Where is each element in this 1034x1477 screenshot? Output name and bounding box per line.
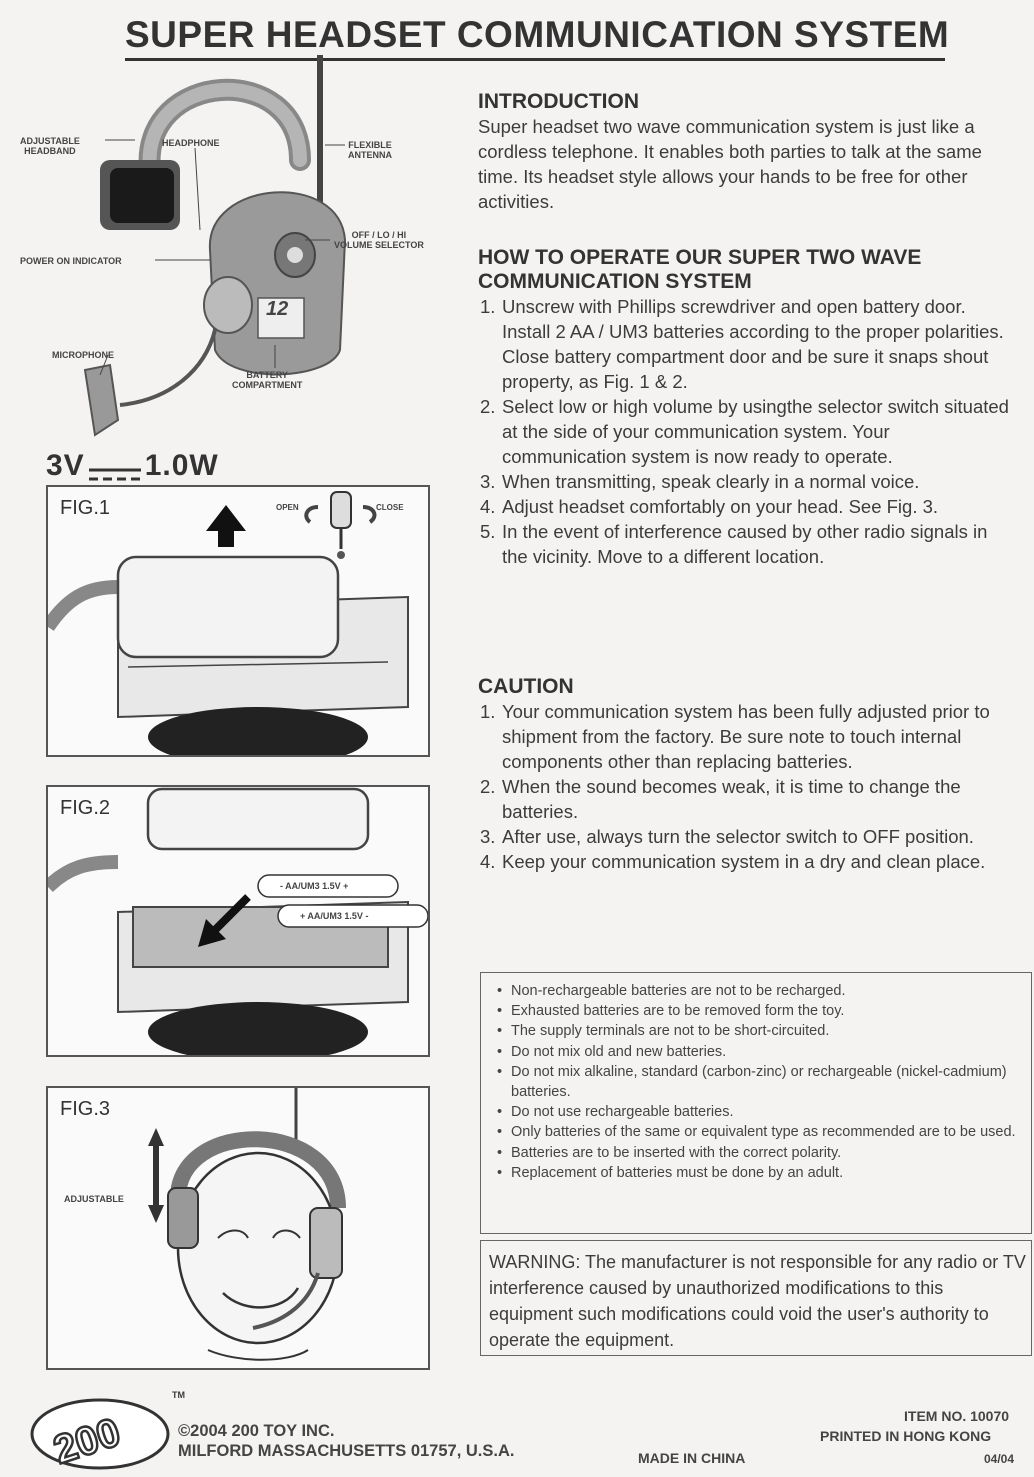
copyright: ©2004 200 TOY INC. xyxy=(178,1422,335,1440)
caution-item: 1. Your communication system has been fully adjusted prior to shipment from the factory. Be sure note to touch internal components other than replacing batteries. xyxy=(480,701,990,772)
caution-item: 4. Keep your communication system in a dry and clean place. xyxy=(480,851,986,872)
caution-section xyxy=(478,675,1018,874)
address: MILFORD MASSACHUSETTS 01757, U.S.A. xyxy=(178,1442,515,1460)
fig2-illustration xyxy=(48,787,428,1055)
label-adjustable-headband: ADJUSTABLE HEADBAND xyxy=(20,136,80,156)
caution-item: 2. When the sound becomes weak, it is time to change the batteries. xyxy=(480,776,961,822)
warning-box: WARNING: The manufacturer is not responsible for any radio or TV interference caused by unauthorized modifications to this equipment such modifications could void the user's authority to operate the equipment. xyxy=(480,1240,1032,1356)
battery-note: • Do not mix old and new batteries. xyxy=(495,1042,1031,1062)
logo-graphic xyxy=(22,1392,172,1472)
introduction-text: Super headset two wave communication system is just like a cordless telephone. It enables both parties to talk at the same time. Its headset style allows your hands to be free for other activities. xyxy=(478,116,982,212)
power-value: 1.0W xyxy=(144,449,219,482)
introduction-section xyxy=(478,90,1018,214)
figure-2 xyxy=(46,785,430,1057)
operate-step: 2. Select low or high volume by usingthe selector switch situated at the side of your communication system. Your communication system is now ready to operate. xyxy=(480,396,1009,467)
fig1-close-label: CLOSE xyxy=(376,503,404,512)
headset-illustration xyxy=(0,50,470,460)
page-title: SUPER HEADSET COMMUNICATION SYSTEM xyxy=(125,14,945,61)
figure-1 xyxy=(46,485,430,757)
label-volume-selector: OFF / LO / HI VOLUME SELECTOR xyxy=(334,230,424,250)
operate-section xyxy=(478,246,1018,569)
fig1-open-label: OPEN xyxy=(276,503,299,512)
battery-2-label: + AA/UM3 1.5V - xyxy=(300,911,369,921)
printed-in: PRINTED IN HONG KONG xyxy=(820,1428,992,1444)
operate-steps xyxy=(478,294,1018,569)
dc-symbol xyxy=(87,458,143,476)
battery-note: • The supply terminals are not to be short-circuited. xyxy=(495,1021,1031,1041)
logo xyxy=(22,1390,185,1472)
svg-text:200: 200 xyxy=(48,1410,126,1472)
item-number: ITEM NO. 10070 xyxy=(904,1408,1010,1424)
operate-step: 4. Adjust headset comfortably on your head. See Fig. 3. xyxy=(480,496,939,517)
voltage-value: 3V xyxy=(46,449,85,482)
battery-note: • Non-rechargeable batteries are not to be recharged. xyxy=(495,981,1031,1001)
fig1-label: FIG.1 xyxy=(60,497,111,519)
caution-items xyxy=(478,699,1018,874)
battery-note: • Do not use rechargeable batteries. xyxy=(495,1102,1031,1122)
battery-note: • Batteries are to be inserted with the correct polarity. xyxy=(495,1143,1031,1163)
trademark: TM xyxy=(172,1390,185,1400)
operate-heading: HOW TO OPERATE OUR SUPER TWO WAVE COMMUNICATION SYSTEM xyxy=(478,246,922,293)
label-microphone: MICROPHONE xyxy=(52,350,115,360)
battery-notes-box xyxy=(480,972,1032,1234)
figure-3 xyxy=(46,1086,430,1370)
made-in: MADE IN CHINA xyxy=(638,1450,746,1466)
battery-note: • Replacement of batteries must be done by an adult. xyxy=(495,1163,1031,1183)
operate-step: 1. Unscrew with Phillips screwdriver and open battery door. Install 2 AA / UM3 batteries according to the proper polarities. Close battery compartment door and be sure it snaps shout property, as Fig. 1 & 2. xyxy=(480,296,1004,392)
fig3-illustration xyxy=(48,1088,428,1368)
caution-heading: CAUTION xyxy=(478,675,574,698)
label-power-indicator: POWER ON INDICATOR xyxy=(20,256,122,266)
battery-note: • Only batteries of the same or equivalent type as recommended are to be used. xyxy=(495,1122,1031,1142)
operate-step: 5. In the event of interference caused by other radio signals in the vicinity. Move to a different location. xyxy=(480,521,988,567)
introduction-heading: INTRODUCTION xyxy=(478,90,639,113)
headset-diagram xyxy=(0,50,470,460)
operate-step: 3. When transmitting, speak clearly in a normal voice. xyxy=(480,471,920,492)
label-flexible-antenna: FLEXIBLE ANTENNA xyxy=(348,140,392,160)
print-date: 04/04 xyxy=(984,1452,1015,1466)
battery-note: • Do not mix alkaline, standard (carbon-zinc) or rechargeable (nickel-cadmium) batteries. xyxy=(495,1062,1031,1102)
fig3-adjustable-label: ADJUSTABLE xyxy=(64,1194,124,1204)
fig2-label: FIG.2 xyxy=(60,797,111,819)
label-headphone: HEADPHONE xyxy=(162,138,220,148)
channel-badge: 12 xyxy=(266,298,289,320)
label-battery-compartment: BATTERY COMPARTMENT xyxy=(232,370,303,390)
battery-1-label: - AA/UM3 1.5V + xyxy=(280,881,349,891)
battery-note: • Exhausted batteries are to be removed form the toy. xyxy=(495,1001,1031,1021)
fig1-illustration xyxy=(48,487,428,755)
fig3-label: FIG.3 xyxy=(60,1098,111,1120)
caution-item: 3. After use, always turn the selector switch to OFF position. xyxy=(480,826,974,847)
battery-notes-list xyxy=(495,981,1031,1183)
power-rating xyxy=(46,449,219,483)
